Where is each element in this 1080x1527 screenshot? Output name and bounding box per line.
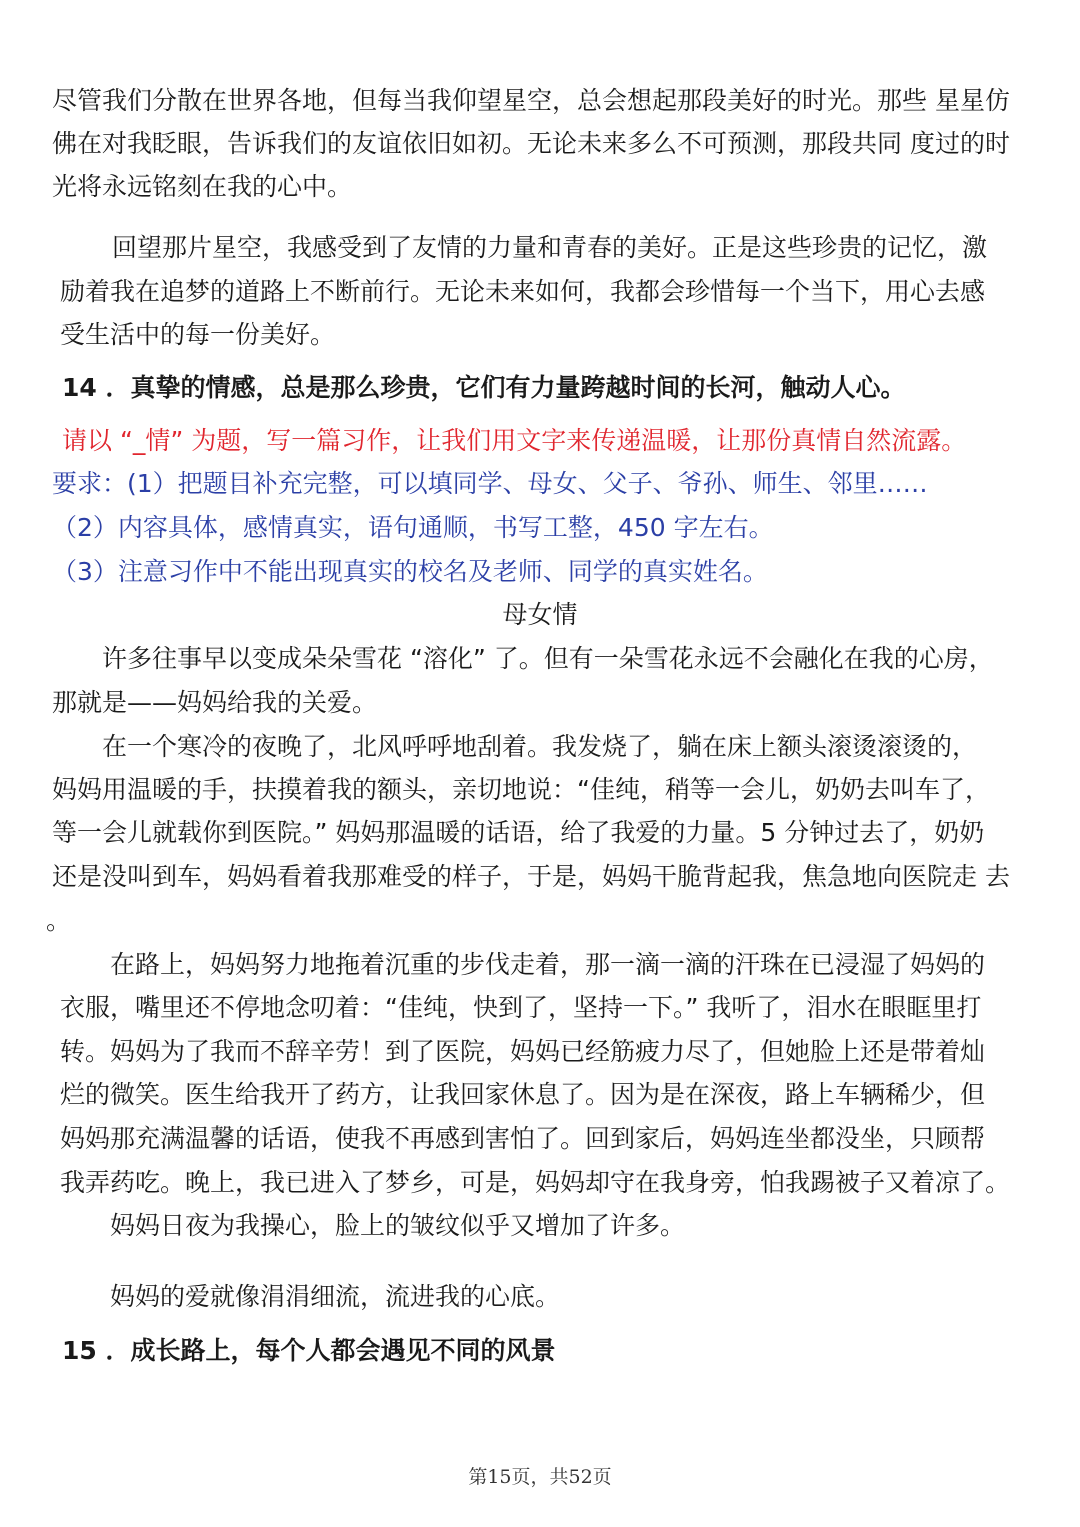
question-14-heading: 14 ．真挚的情感，总是那么珍贵，它们有力量跨越时间的长河，触动人心。 [62,373,906,402]
requirement-2: （2）内容具体，感情真实，语句通顺，书写工整，450 字左右。 [52,513,774,542]
requirement-3: （3）注意习作中不能出现真实的校名及老师、同学的真实姓名。 [52,557,768,586]
text-line: 佛在对我眨眼，告诉我们的友谊依旧如初。无论未来多么不可预测，那段共同 度过的时 [52,129,1010,158]
text-line: 回望那片星空，我感受到了友情的力量和青春的美好。正是这些珍贵的记忆，激 [112,233,988,262]
text-line: 等一会儿就载你到医院。” 妈妈那温暖的话语，给了我爱的力量。5 分钟过去了，奶奶 [52,818,985,847]
text-line: 妈妈日夜为我操心，脸上的皱纹似乎又增加了许多。 [110,1211,686,1240]
text-line: 在路上，妈妈努力地拖着沉重的步伐走着，那一滴一滴的汗珠在已浸湿了妈妈的 [110,950,986,979]
text-line: 妈妈用温暖的手，扶摸着我的额头，亲切地说：“佳纯，稍等一会儿，奶奶去叫车了， [52,775,990,804]
question-15-heading: 15 ．成长路上，每个人都会遇见不同的风景 [62,1336,556,1365]
text-line: 那就是——妈妈给我的关爱。 [52,688,378,717]
text-line: 妈妈那充满温馨的话语，使我不再感到害怕了。回到家后，妈妈连坐都没坐，只顾帮 [60,1124,986,1153]
text-line: 妈妈的爱就像涓涓细流，流进我的心底。 [110,1282,561,1311]
text-line: 烂的微笑。医生给我开了药方，让我回家休息了。因为是在深夜，路上车辆稀少，但 [60,1080,986,1109]
text-line: 还是没叫到车，妈妈看着我那难受的样子，于是，妈妈干脆背起我，焦急地向医院走 去 [52,862,1010,891]
text-line: 励着我在追梦的道路上不断前行。无论未来如何，我都会珍惜每一个当下，用心去感 [60,277,986,306]
essay-title: 母女情 [502,600,578,629]
text-line: 在一个寒冷的夜晚了，北风呼呼地刮着。我发烧了，躺在床上额头滚烫滚烫的， [102,732,978,761]
page-number: 第15页，共52页 [468,1466,612,1488]
text-line: 许多往事早以变成朵朵雪花 “溶化” 了。但有一朵雪花永远不会融化在我的心房， [102,644,994,673]
text-line: 光将永远铭刻在我的心中。 [52,172,353,201]
text-line: 尽管我们分散在世界各地，但每当我仰望星空，总会想起那段美好的时光。那些 星星仿 [52,86,1010,115]
text-line: 衣服，嘴里还不停地念叨着：“佳纯，快到了，坚持一下。” 我听了，泪水在眼眶里打 [60,993,982,1022]
requirement-1: 要求：(1）把题目补充完整，可以填同学、母女、父子、爷孙、师生、邻里…… [52,469,928,498]
question-14-prompt: 请以 “_情” 为题，写一篇习作，让我们用文字来传递温暖，让那份真情自然流露。 [62,426,967,455]
text-line: 转。妈妈为了我而不辞辛劳！到了医院，妈妈已经筋疲力尽了，但她脸上还是带着灿 [60,1037,986,1066]
text-line: 受生活中的每一份美好。 [60,320,336,349]
text-line: 我弄药吃。晚上，我已进入了梦乡，可是，妈妈却守在我身旁，怕我踢被子又着凉了。 [60,1168,1011,1197]
text-line: 。 [46,906,72,935]
